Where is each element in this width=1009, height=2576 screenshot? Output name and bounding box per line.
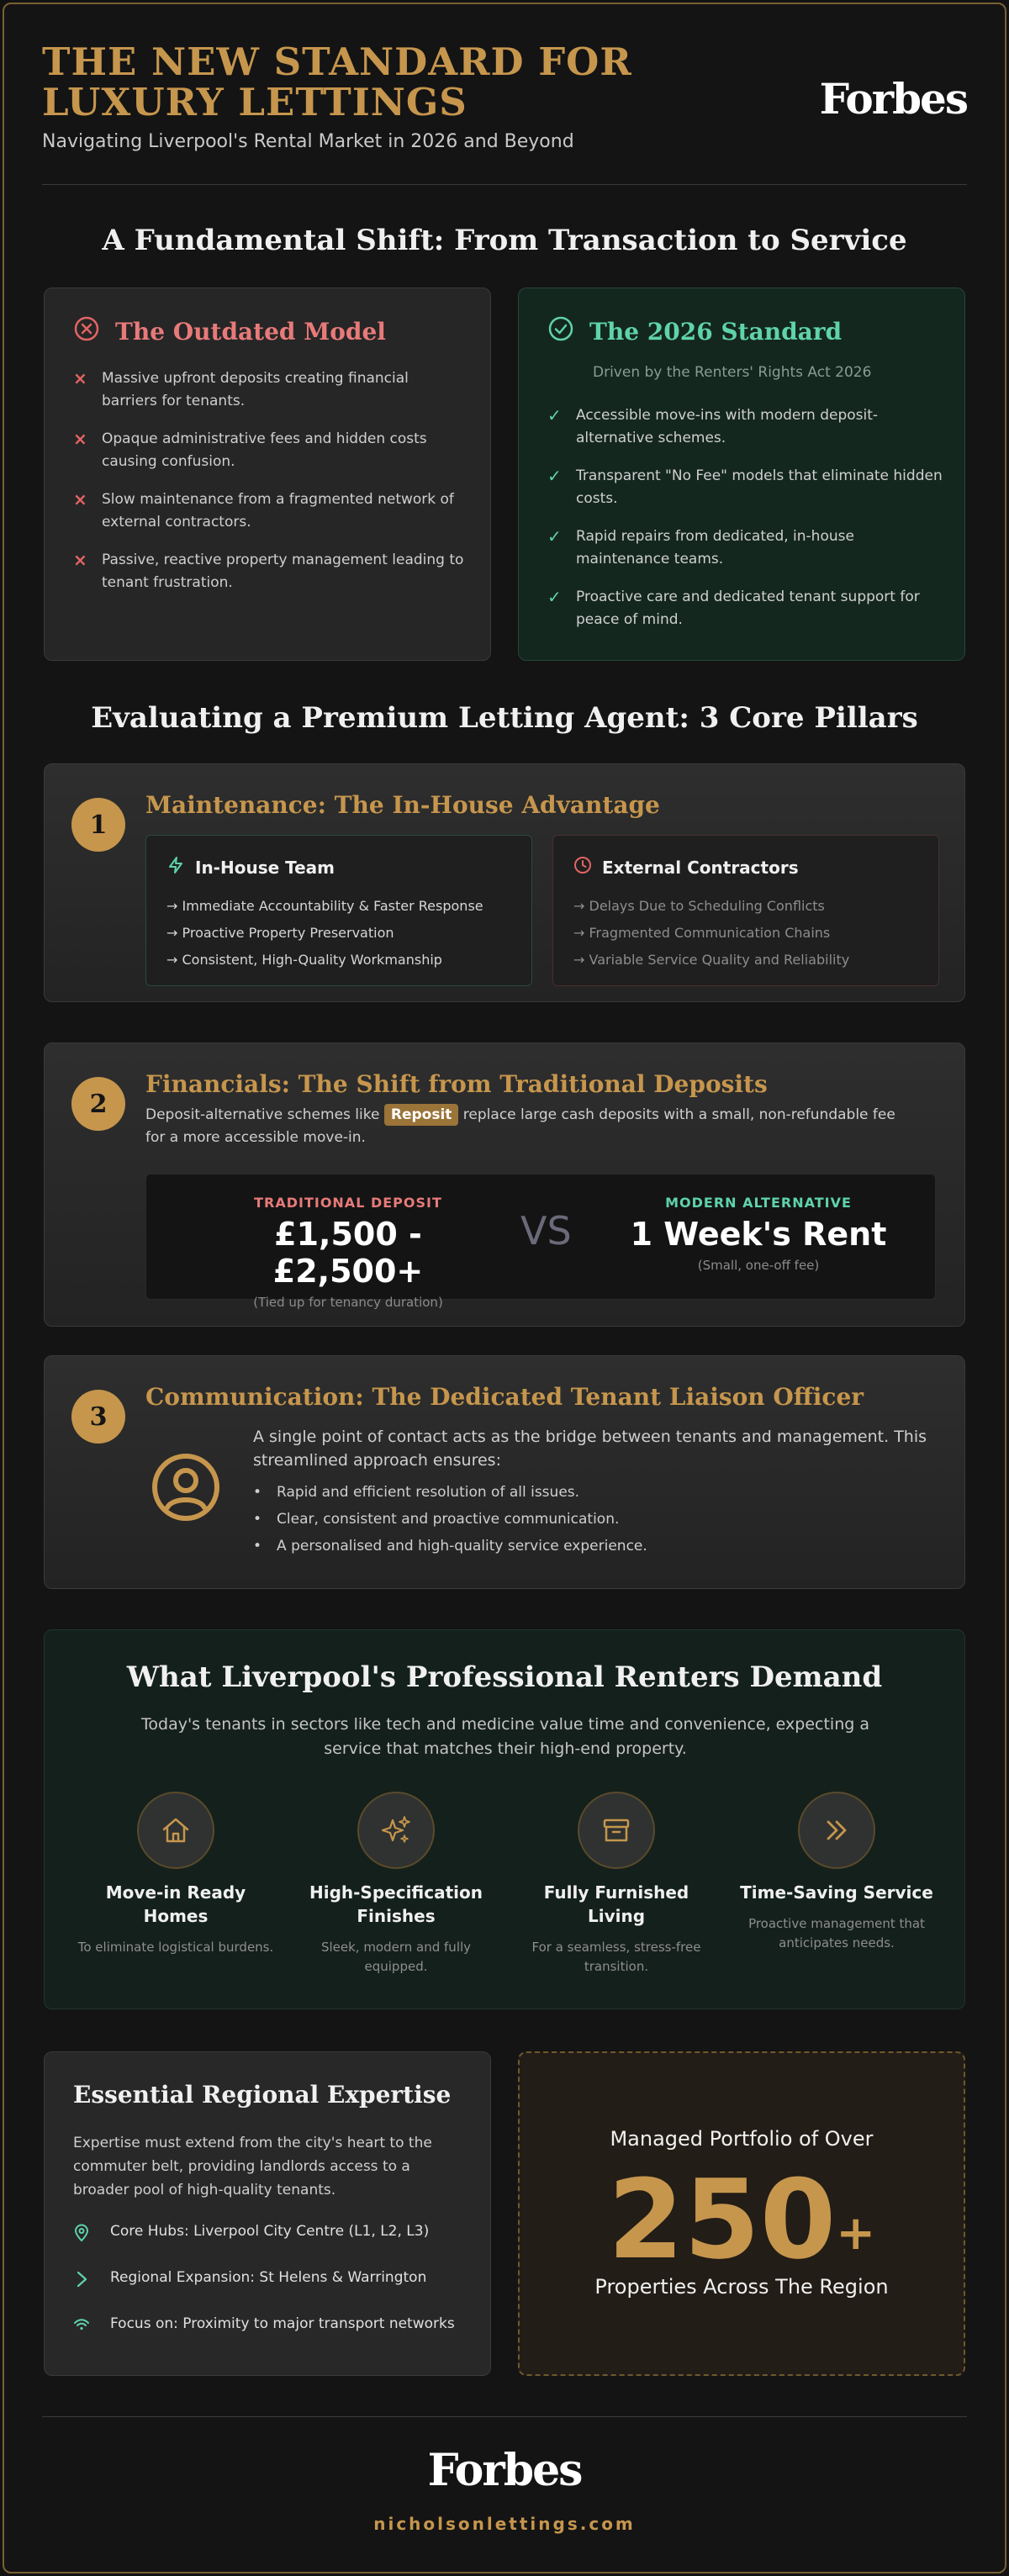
list-item: × Slow maintenance from a fragmented network of external contractors. <box>73 488 468 534</box>
cross-icon: × <box>73 429 87 449</box>
list-item: Focus on: Proximity to major transport networks <box>73 2313 468 2341</box>
reposit-badge: Reposit <box>384 1104 459 1126</box>
chevron-right-icon <box>73 2267 90 2296</box>
feature-time-saving <box>736 1792 938 1953</box>
list-item: → Delays Due to Scheduling Conflicts <box>573 898 825 914</box>
clock-icon <box>573 856 592 879</box>
user-circle-icon <box>151 1452 221 1526</box>
feature-move-in-ready <box>75 1792 277 1957</box>
regional-expertise-title: Essential Regional Expertise <box>73 2081 452 2109</box>
renters-heading: What Liverpool's Professional Renters Demand <box>126 1660 883 1694</box>
list-item: ✓ Proactive care and dedicated tenant support for peace of mind. <box>547 586 943 631</box>
list-item: → Consistent, High-Quality Workmanship <box>166 952 442 968</box>
outdated-model-title: The Outdated Model <box>115 318 386 346</box>
financials-description: Deposit-alternative schemes like Reposit replace large cash deposits with a small, non-refundable fee for a more accessible move-in. <box>145 1104 919 1149</box>
inhouse-team-list <box>166 893 483 974</box>
list-item: → Proactive Property Preservation <box>166 925 394 941</box>
double-chevron-right-icon <box>798 1792 875 1869</box>
regional-expertise-list <box>73 2220 468 2357</box>
modern-alternative-label: MODERN ALTERNATIVE <box>665 1195 852 1211</box>
list-item: ✓ Transparent "No Fee" models that eliminate hidden costs. <box>547 465 943 510</box>
inhouse-team-header: In-House Team <box>166 856 335 879</box>
renters-demand-section <box>44 1629 965 2009</box>
external-contractors-header: External Contractors <box>573 856 799 879</box>
list-item: • A personalised and high-quality service experience. <box>253 1533 647 1560</box>
portfolio-top-text: Managed Portfolio of Over <box>610 2127 874 2151</box>
pillar-title: Maintenance: The In-House Advantage <box>145 791 660 819</box>
check-icon: ✓ <box>547 405 562 425</box>
feature-fully-furnished <box>515 1792 717 1977</box>
list-item: → Immediate Accountability & Faster Response <box>166 898 483 914</box>
feature-description: Sleek, modern and fully equipped. <box>320 1940 472 1974</box>
sparkles-icon <box>357 1792 435 1869</box>
home-icon <box>137 1792 214 1869</box>
feature-title: Time-Saving Service <box>740 1882 933 1903</box>
footer-divider <box>42 2416 967 2417</box>
footer-website-link[interactable]: nicholsonlettings.com <box>373 2514 636 2534</box>
forbes-logo: Forbes <box>819 74 967 124</box>
pillar-maintenance <box>44 763 965 1002</box>
pillar-title: Communication: The Dedicated Tenant Liaison Officer <box>145 1383 864 1411</box>
check-icon: ✓ <box>547 587 562 607</box>
pillar-title: Financials: The Shift from Traditional Deposits <box>145 1070 768 1098</box>
cross-icon: × <box>73 368 87 388</box>
footer-forbes-logo: Forbes <box>427 2445 582 2496</box>
list-item: × Opaque administrative fees and hidden costs causing confusion. <box>73 428 468 473</box>
portfolio-card <box>518 2051 965 2376</box>
regional-expertise-description: Expertise must extend from the city's heart to the commuter belt, providing landlords access to a broader pool of high-quality tenants. <box>73 2135 432 2199</box>
traditional-deposit-note: (Tied up for tenancy duration) <box>253 1295 443 1310</box>
modern-alternative-note: (Small, one-off fee) <box>697 1258 820 1273</box>
pillars-heading: Evaluating a Premium Letting Agent: 3 Core Pillars <box>91 701 918 735</box>
wifi-icon <box>73 2313 90 2341</box>
standard-2026-subtitle: Driven by the Renters' Rights Act 2026 <box>593 364 872 381</box>
feature-title: High-Specification Finishes <box>309 1882 483 1926</box>
check-icon: ✓ <box>547 466 562 486</box>
communication-list <box>253 1479 647 1560</box>
vs-label: VS <box>520 1208 572 1254</box>
pillar-financials <box>44 1043 965 1327</box>
pillar-number: 3 <box>71 1390 125 1444</box>
list-item: × Massive upfront deposits creating financial barriers for tenants. <box>73 367 468 413</box>
page-subtitle: Navigating Liverpool's Rental Market in 2026 and Beyond <box>42 131 574 152</box>
map-pin-icon <box>73 2220 90 2250</box>
check-circle-icon <box>547 315 574 348</box>
regional-expertise-card <box>44 2051 491 2376</box>
external-contractors-box <box>552 835 939 986</box>
feature-description: To eliminate logistical burdens. <box>77 1940 274 1955</box>
list-item: × Passive, reactive property management leading to tenant frustration. <box>73 549 468 594</box>
feature-high-spec-finishes <box>295 1792 497 1977</box>
communication-description: A single point of contact acts as the bridge between tenants and management. This streamlined approach ensures: <box>253 1428 927 1470</box>
external-contractors-list <box>573 893 849 974</box>
portfolio-count: 250+ <box>607 2156 876 2283</box>
feature-title: Fully Furnished Living <box>543 1882 689 1926</box>
traditional-deposit <box>197 1195 499 1310</box>
portfolio-bottom-text: Properties Across The Region <box>594 2275 889 2299</box>
inhouse-team-box <box>145 835 532 986</box>
feature-description: For a seamless, stress-free transition. <box>531 1940 701 1974</box>
modern-alternative <box>607 1195 910 1273</box>
pillar-communication <box>44 1355 965 1589</box>
standard-2026-list <box>547 404 943 647</box>
modern-alternative-value: 1 Week's Rent <box>630 1216 887 1253</box>
x-circle-icon <box>73 315 100 348</box>
outdated-model-list <box>73 367 468 610</box>
page-header <box>42 42 967 185</box>
title-line-2: LUXURY LETTINGS <box>42 80 468 124</box>
standard-2026-title: The 2026 Standard <box>589 318 843 346</box>
list-item: Core Hubs: Liverpool City Centre (L1, L2, L3) <box>73 2220 468 2250</box>
list-item: Regional Expansion: St Helens & Warrington <box>73 2267 468 2296</box>
list-item: → Fragmented Communication Chains <box>573 925 831 941</box>
list-item: ✓ Rapid repairs from dedicated, in-house maintenance teams. <box>547 525 943 571</box>
traditional-deposit-value: £1,500 - £2,500+ <box>272 1216 424 1290</box>
traditional-deposit-label: TRADITIONAL DEPOSIT <box>254 1195 442 1211</box>
outdated-model-header <box>73 315 386 348</box>
deposit-comparison <box>145 1174 936 1310</box>
list-item: • Clear, consistent and proactive communication. <box>253 1506 647 1533</box>
feature-description: Proactive management that anticipates needs. <box>748 1916 925 1950</box>
list-item: • Rapid and efficient resolution of all issues. <box>253 1479 647 1506</box>
lightning-icon <box>166 856 185 879</box>
shift-heading: A Fundamental Shift: From Transaction to Service <box>102 224 907 257</box>
list-item: → Variable Service Quality and Reliability <box>573 952 850 968</box>
cross-icon: × <box>73 489 87 509</box>
standard-2026-card <box>518 288 965 661</box>
outdated-model-card <box>44 288 491 661</box>
standard-2026-header <box>547 315 842 348</box>
archive-box-icon <box>578 1792 655 1869</box>
check-icon: ✓ <box>547 526 562 546</box>
title-line-1: THE NEW STANDARD FOR <box>42 40 632 84</box>
list-item: ✓ Accessible move-ins with modern deposit-alternative schemes. <box>547 404 943 450</box>
renters-description: Today's tenants in sectors like tech and medicine value time and convenience, expecting a service that matches their high-end property. <box>141 1715 869 1758</box>
feature-title: Move-in Ready Homes <box>105 1882 246 1926</box>
cross-icon: × <box>73 550 87 570</box>
pillar-number: 1 <box>71 798 125 852</box>
pillar-number: 2 <box>71 1077 125 1131</box>
